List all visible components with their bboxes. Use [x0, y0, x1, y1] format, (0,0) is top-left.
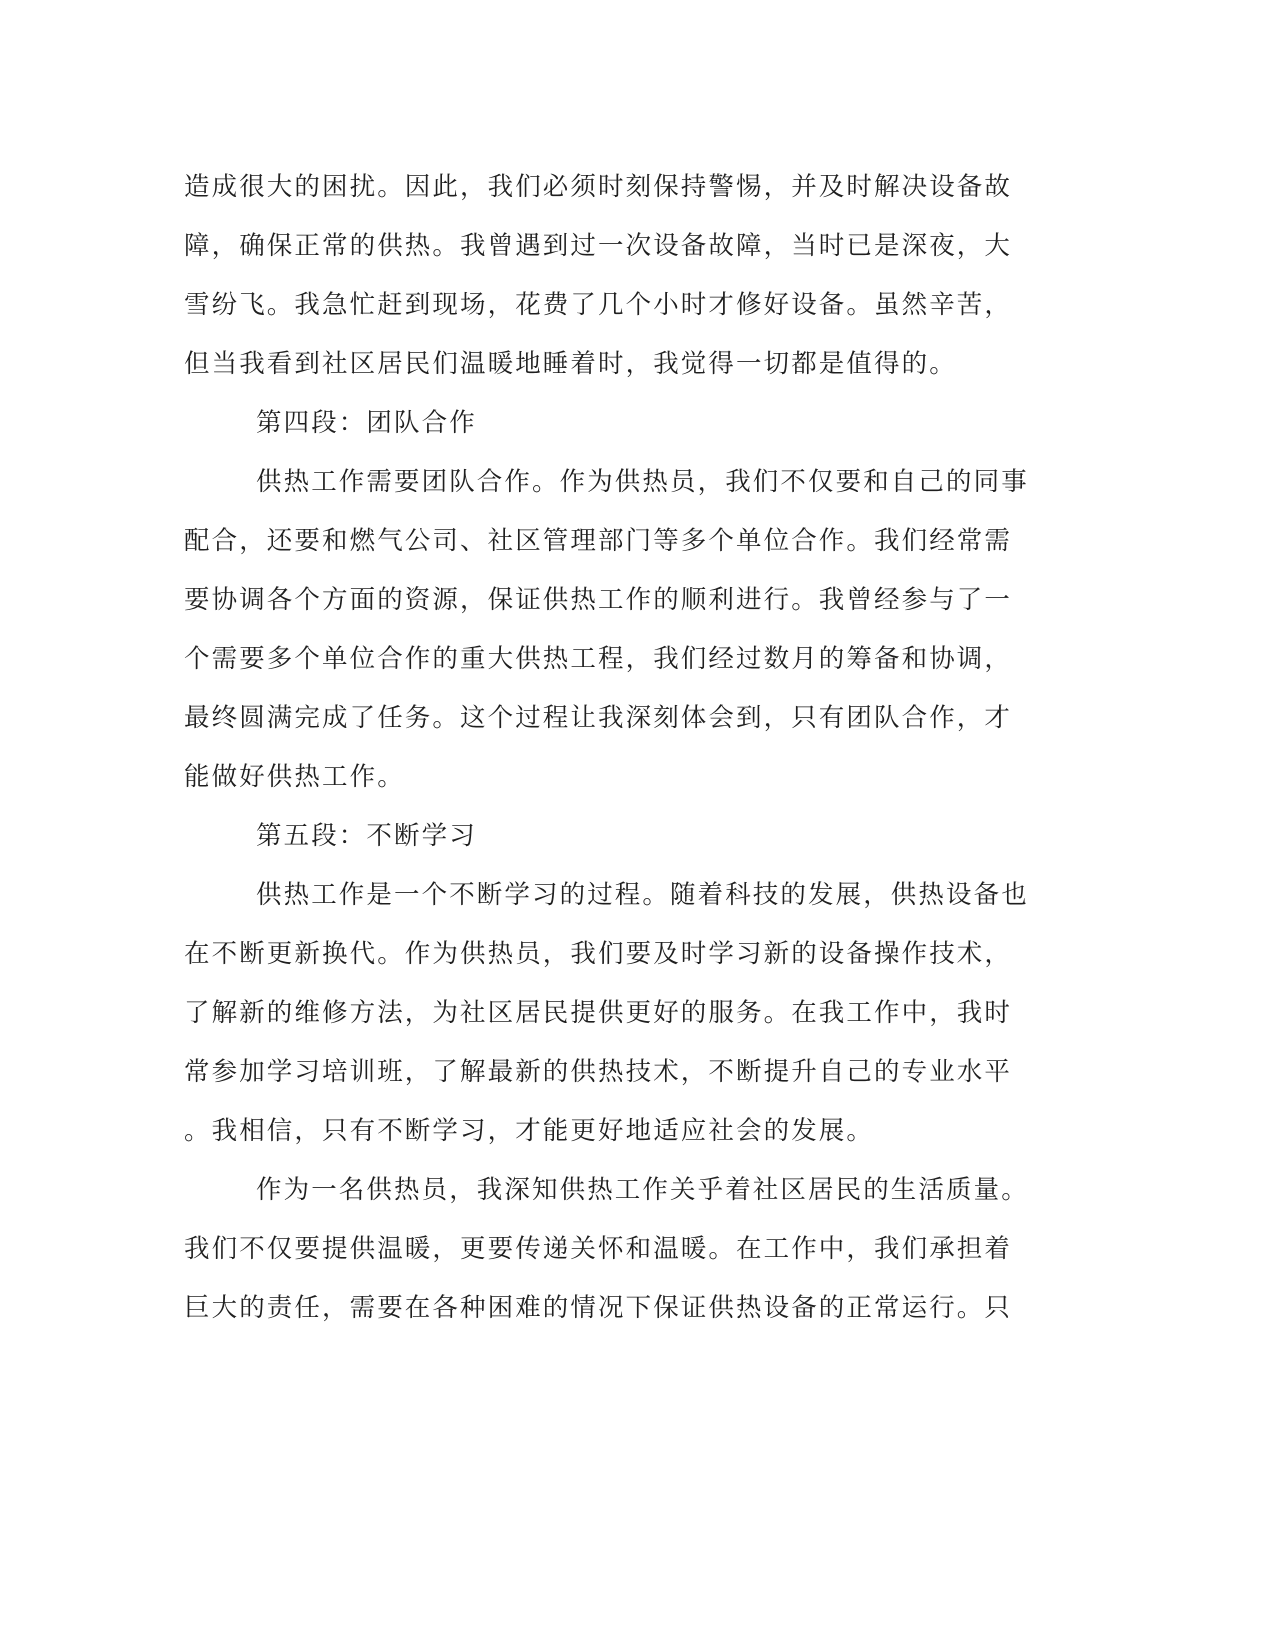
section-heading: 第五段：不断学习: [256, 821, 477, 851]
text-line: 但当我看到社区居民们温暖地睡着时，我觉得一切都是值得的。: [184, 349, 957, 379]
text-line: 造成很大的困扰。因此，我们必须时刻保持警惕，并及时解决设备故: [184, 172, 1013, 202]
text-line: 常参加学习培训班，了解最新的供热技术，不断提升自己的专业水平: [184, 1057, 1013, 1087]
text-line: 供热工作是一个不断学习的过程。随着科技的发展，供热设备也: [256, 880, 1029, 910]
document-body: [184, 158, 1034, 1338]
text-line: 配合，还要和燃气公司、社区管理部门等多个单位合作。我们经常需: [184, 526, 1013, 556]
text-line: 供热工作需要团队合作。作为供热员，我们不仅要和自己的同事: [256, 467, 1029, 497]
text-line: 了解新的维修方法，为社区居民提供更好的服务。在我工作中，我时: [184, 998, 1013, 1028]
text-line: 。我相信，只有不断学习，才能更好地适应社会的发展。: [184, 1116, 875, 1146]
text-line: 要协调各个方面的资源，保证供热工作的顺利进行。我曾经参与了一: [184, 585, 1013, 615]
text-line: 个需要多个单位合作的重大供热工程，我们经过数月的筹备和协调，: [184, 644, 1013, 674]
text-line: 障，确保正常的供热。我曾遇到过一次设备故障，当时已是深夜，大: [184, 231, 1013, 261]
text-line: 最终圆满完成了任务。这个过程让我深刻体会到，只有团队合作，才: [184, 703, 1013, 733]
section-heading: 第四段：团队合作: [256, 408, 477, 438]
text-line: 在不断更新换代。作为供热员，我们要及时学习新的设备操作技术，: [184, 939, 1013, 969]
text-line: 作为一名供热员，我深知供热工作关乎着社区居民的生活质量。: [256, 1175, 1029, 1205]
text-line: 能做好供热工作。: [184, 762, 405, 792]
text-line: 我们不仅要提供温暖，更要传递关怀和温暖。在工作中，我们承担着: [184, 1234, 1013, 1264]
text-line: 雪纷飞。我急忙赶到现场，花费了几个小时才修好设备。虽然辛苦，: [184, 290, 1013, 320]
text-line: 巨大的责任，需要在各种困难的情况下保证供热设备的正常运行。只: [184, 1293, 1013, 1323]
